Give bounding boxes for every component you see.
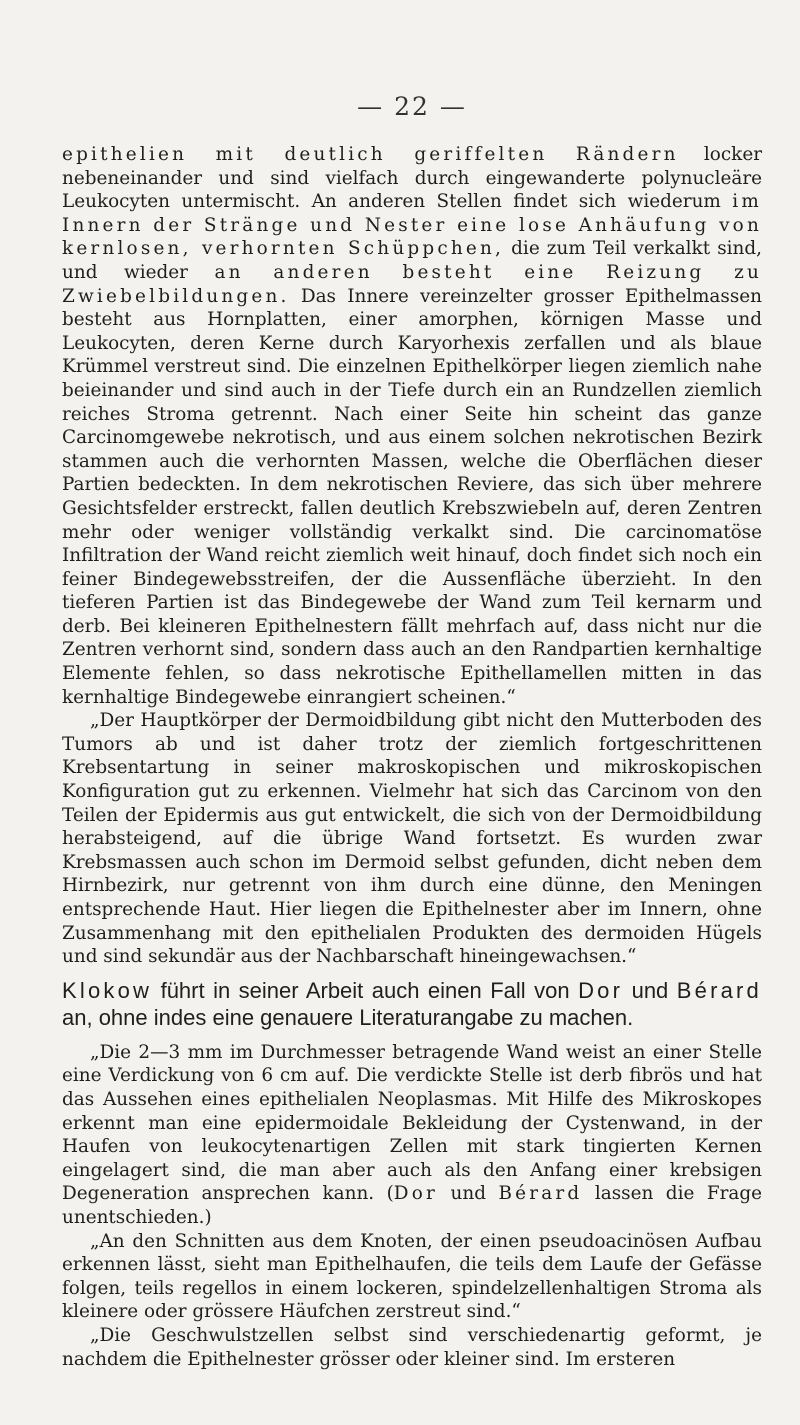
paragraph-1 — [62, 143, 762, 709]
body-text: und — [438, 1183, 499, 1205]
body-text: Das Innere vereinzelter grosser Epithelmassen besteht aus Hornplatten, einer amorphen, körnigen Masse und Leukocyten, deren Kerne durch Karyorhexis zerfallen und als blaue Krümmel verstreut sind. Die einzelnen Epithelkörper liegen ziemlich nahe beieinander und sind auch in der Tiefe durch ein an Rundzellen ziemlich reiches Stroma getrennt. Nach einer Seite hin scheint das ganze Carcinomgewebe nekrotisch, und aus einem solchen nekrotischen Bezirk stammen auch die verhornten Massen, welche die Oberflächen dieser Partien bedeckten. In dem nekrotischen Reviere, das sich über mehrere Gesichtsfelder erstreckt, fallen deutlich Krebszwiebeln auf, deren Zentren mehr oder weniger vollständig verkalkt sind. Die carcinomatöse Infiltration der Wand reicht ziemlich weit hinauf, doch findet sich noch ein feiner Bindegewebsstreifen, der die Aussenfläche überzieht. In den tieferen Partien ist das Bindegewebe der Wand zum Teil kernarm und derb. Bei kleineren Epithelnestern fällt mehrfach auf, dass nicht nur die Zentren verhornt sind, sondern dass auch an den Randpartien kernhaltige Elemente fehlen, so dass nekrotische Epithellamellen mitten in das kernhaltige Bindegewebe einrangiert scheinen.“ — [62, 285, 762, 708]
paragraph-4 — [62, 1041, 762, 1230]
paragraph-2: „Der Hauptkörper der Dermoidbildung gibt nicht den Mutterboden des Tumors ab und ist daher trotz der ziemlich fortgeschrittenen Krebsentartung in seiner makroskopischen und mikroskopischen Konfiguration gut zu erkennen. Vielmehr hat sich das Carcinom von den Teilen der Epidermis aus gut entwickelt, die sich von der Dermoidbildung herabsteigend, auf die übrige Wand fortsetzt. Es wurden zwar Krebsmassen auch schon im Dermoid selbst gefunden, dicht neben dem Hirnbezirk, nur getrennt von ihm durch eine dünne, den Meningen entsprechende Haut. Hier liegen die Epithelnester aber im Innern, ohne Zusammenhang mit den epithelialen Produkten des dermoiden Hügels und sind sekundär aus der Nachbarschaft hineingewachsen.“ — [62, 710, 762, 968]
body-text: an, ohne indes eine genauere Literaturangabe zu machen. — [62, 1004, 634, 1030]
body-text: führt in seiner Arbeit auch einen Fall von — [152, 977, 579, 1003]
author-name: Dor — [578, 977, 624, 1003]
author-name: Klokow — [62, 977, 153, 1003]
body-text: und — [623, 977, 677, 1003]
paragraph-3 — [62, 977, 762, 1031]
document-page — [62, 92, 762, 1371]
body-text: „Die 2—3 mm im Durchmesser betragende Wand weist an einer Stelle eine Verdickung von 6 cm auf. Die verdickte Stelle ist derb fibrös und hat das Aussehen eines epithelialen Neoplasmas. Mit Hilfe des Mikroskopes erkennt man eine epidermoidale Bekleidung der Cystenwand, in der Haufen von leukocytenartigen Zellen mit stark tingierten Kernen eingelagert sind, die man aber auch als den Anfang einer krebsigen Degeneration ansprechen kann. ( — [62, 1041, 762, 1205]
spaced-text: an anderen besteht eine Reizung zu Zwiebelbildungen. — [62, 261, 763, 307]
author-name: Dor — [393, 1183, 439, 1205]
paragraph-6: „Die Geschwulstzellen selbst sind verschiedenartig geformt, je nachdem die Epithelnester grösser oder kleiner sind. Im ersteren — [62, 1324, 762, 1370]
author-name: Bérard — [498, 1183, 583, 1205]
body-text: locker nebeneinander und sind vielfach durch eingewanderte polynucleäre Leukocyten untermischt. An anderen Stellen findet sich wiederum — [62, 144, 762, 213]
body-text: lassen die Frage unentschieden.) — [62, 1183, 762, 1228]
author-name: Bérard — [676, 977, 762, 1003]
spaced-text: im Innern der Stränge und Nester eine lose Anhäufung von kernlosen, verhornten Schüppchen, — [62, 191, 762, 260]
page-number: — 22 — — [357, 92, 467, 121]
spaced-text: epithelien mit deutlich geriffelten Rändern — [62, 144, 679, 165]
paragraph-5: „An den Schnitten aus dem Knoten, der einen pseudoacinösen Aufbau erkennen lässt, sieht man Epithelhaufen, die teils dem Laufe der Gefässe folgen, teils regellos in einem lockeren, spindelzellenhaltigen Stroma als kleinere oder grössere Häufchen zerstreut sind.“ — [62, 1230, 762, 1323]
body-text: die zum Teil verkalkt sind, und wieder — [62, 238, 762, 283]
